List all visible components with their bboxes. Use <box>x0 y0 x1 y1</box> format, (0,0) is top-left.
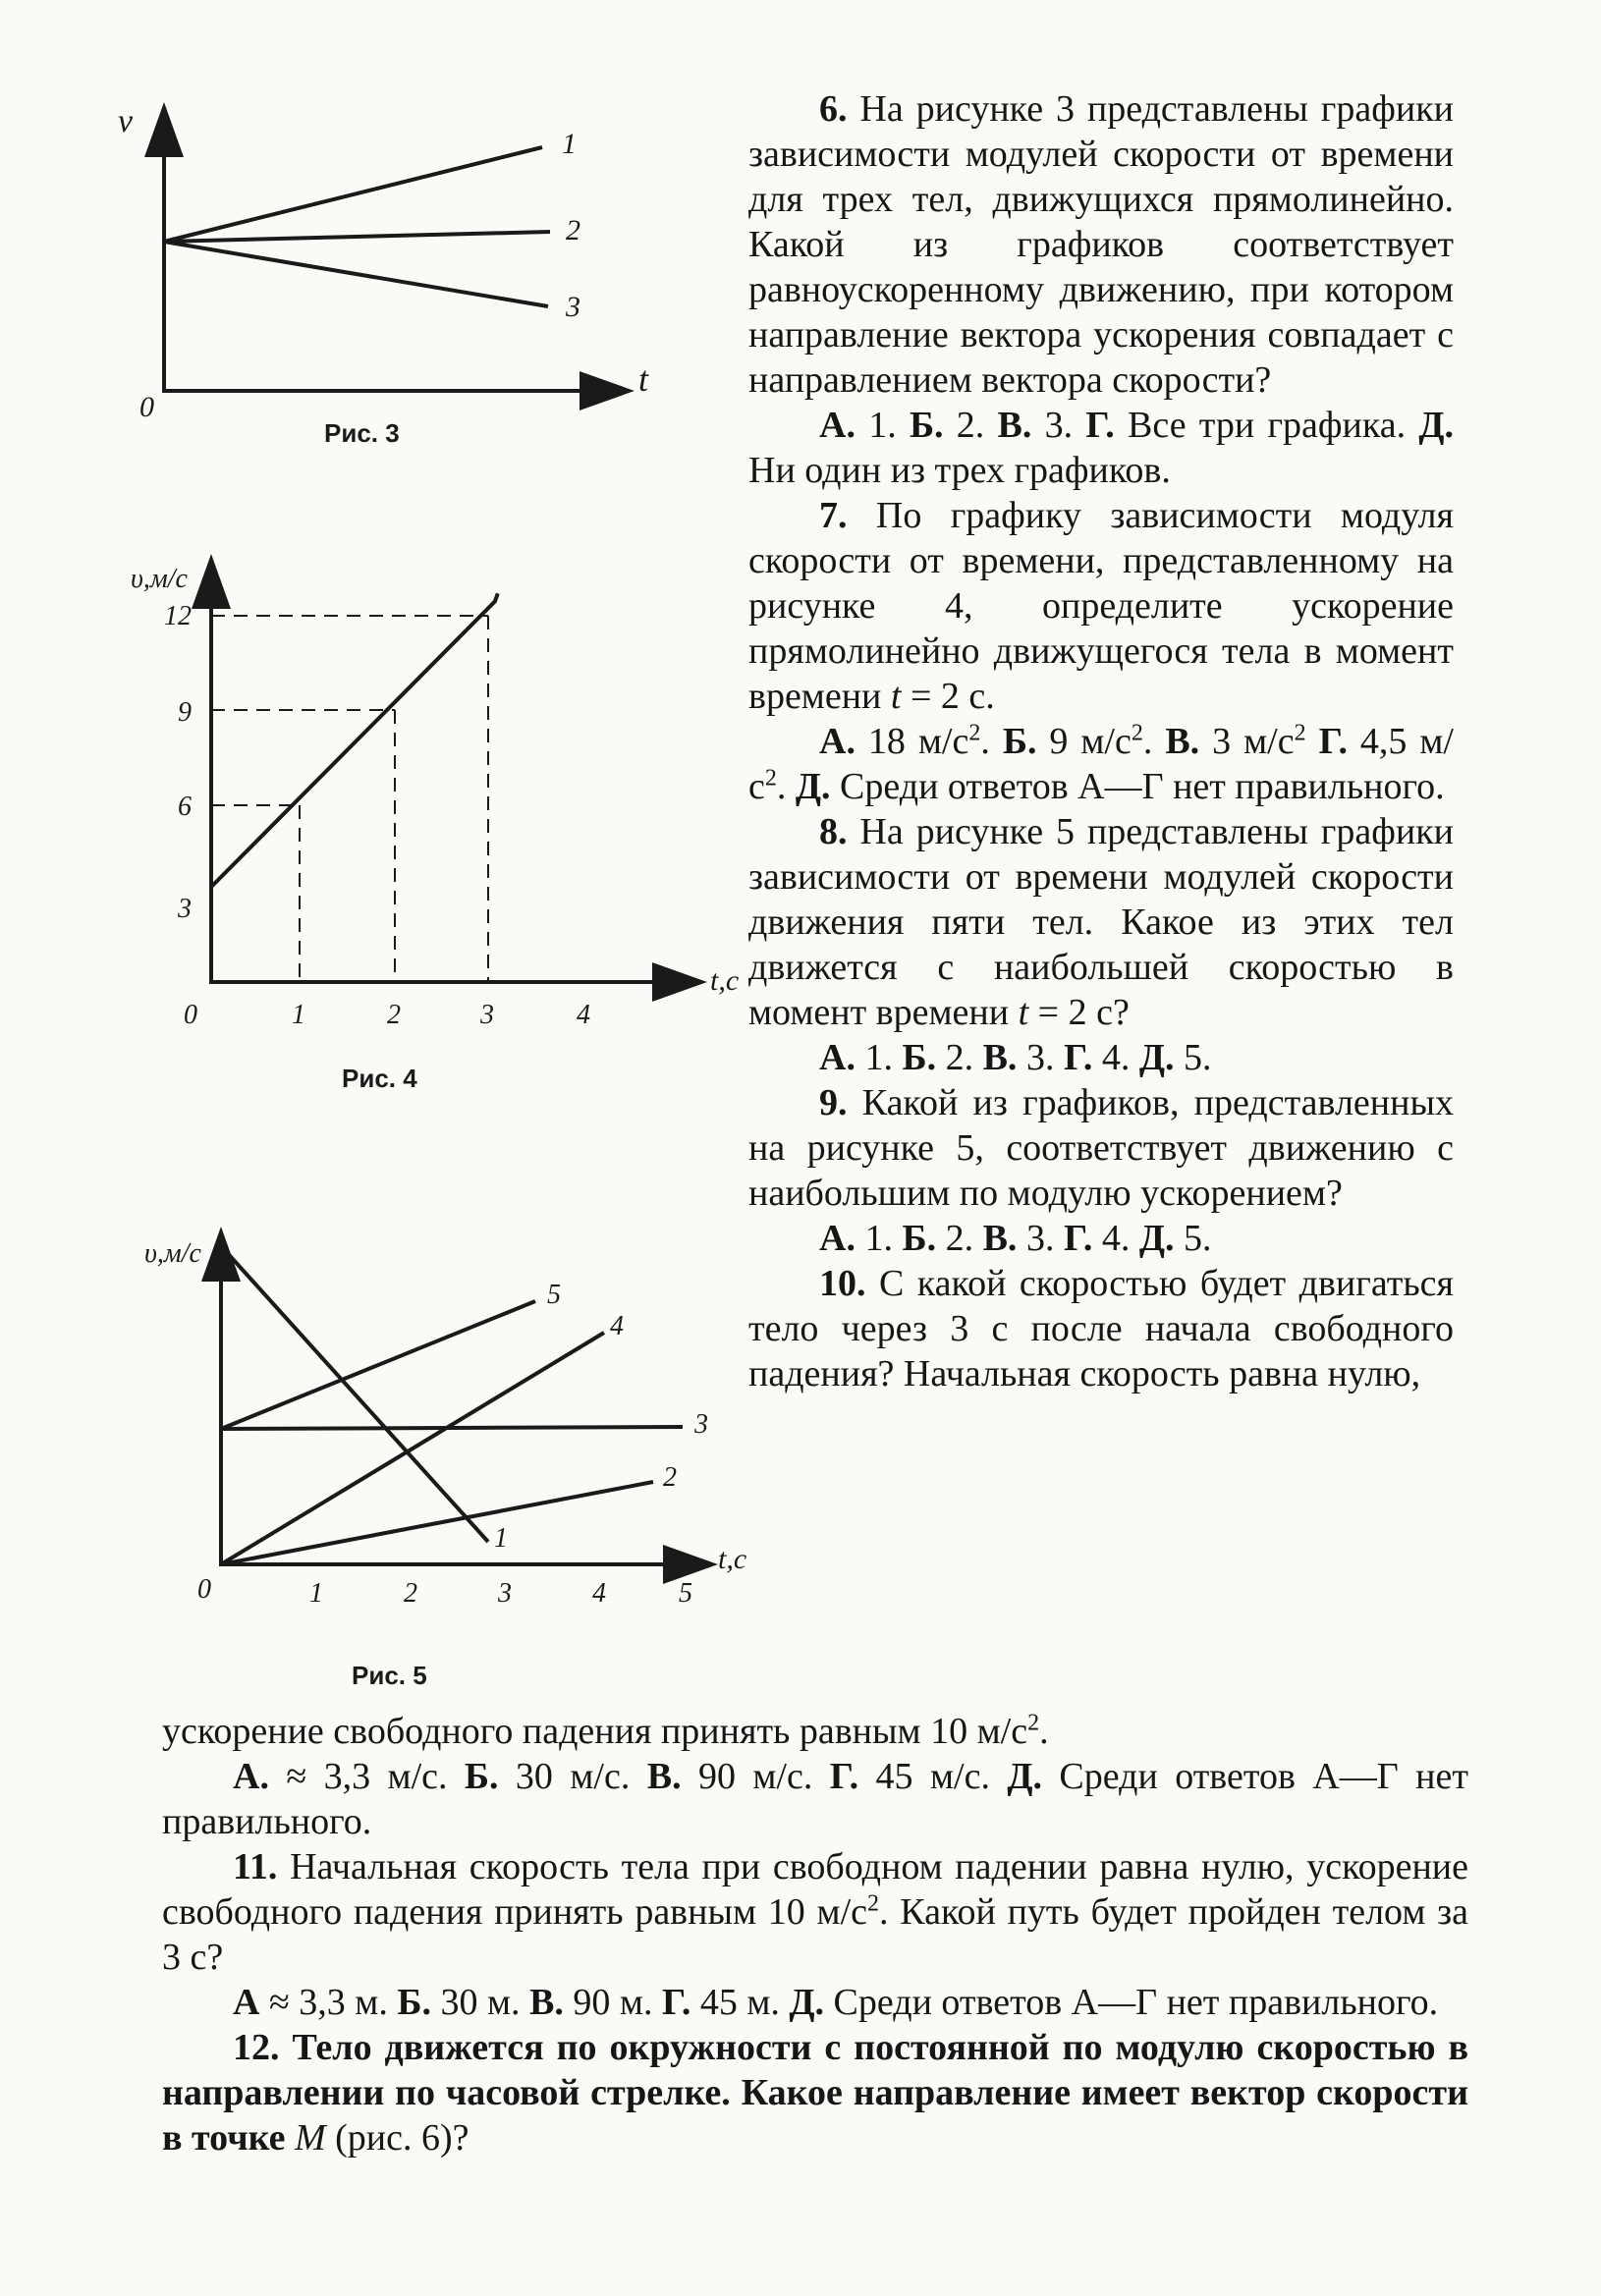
q7-answer-c-tail <box>1306 721 1319 762</box>
q6-answer-b-label: Б. <box>909 405 944 446</box>
fig5-line-label-1: 1 <box>494 1523 508 1554</box>
q6-answer-e: Ни один из трех графиков. <box>748 450 1171 491</box>
fig3-origin: 0 <box>139 391 154 423</box>
question-12-m-variable: M <box>294 2117 326 2159</box>
question-10-text: С какой скоростью будет двигаться тело через 3 с после начала свободного падения? Начальная скорость равна нулю, <box>748 1263 1454 1394</box>
q6-answer-d: Все три графика. <box>1114 405 1419 446</box>
q7-answer-b: 9 м/с <box>1036 721 1132 762</box>
question-11 <box>162 1844 1468 1980</box>
q9-answer-e-label: Д. <box>1138 1218 1175 1259</box>
q9-answer-a-label: А. <box>819 1218 856 1259</box>
question-8-text-end: = 2 с? <box>1028 992 1130 1033</box>
fig5-x-label: t,c <box>718 1543 747 1575</box>
q10-answer-c: 90 м/с. <box>681 1756 830 1797</box>
q7-answer-d-tail: . <box>776 766 796 807</box>
question-9-number: 9. <box>819 1082 848 1123</box>
question-9-text: Какой из графиков, представленных на рисунке 5, соответствует движению с наибольшим по модулю ускорением? <box>748 1082 1454 1214</box>
q8-answer-b-label: Б. <box>902 1037 937 1078</box>
q7-answer-c: 3 м/с <box>1199 721 1295 762</box>
question-6-text: На рисунке 3 представлены графики зависимости модулей скорости от времени для трех тел, движущихся прямолинейно. Какой из графиков соответствует равноускоренному движению, при котором направление вектора ускорения совпадает с направлением вектора скорости? <box>748 88 1454 401</box>
fig5-line-1 <box>223 1248 488 1542</box>
question-10-sup: 2 <box>1027 1710 1040 1736</box>
fig4-y-tick-9: 9 <box>178 697 192 728</box>
q10-answer-a: ≈ 3,3 м/с. <box>268 1756 465 1797</box>
fig4-gridlines <box>211 616 488 982</box>
q9-answer-b-label: Б. <box>902 1218 937 1259</box>
q8-answer-e-label: Д. <box>1138 1037 1175 1078</box>
question-7-answers <box>748 719 1454 809</box>
q9-answer-b: 2. <box>936 1218 983 1259</box>
q9-answer-d: 4. <box>1092 1218 1139 1259</box>
question-8 <box>748 809 1454 1035</box>
question-11-number: 11. <box>233 1846 278 1887</box>
q6-answer-a-label: А. <box>819 405 856 446</box>
q11-answer-a: ≈ 3,3 м. <box>259 1982 398 2023</box>
fig5-line-label-2: 2 <box>663 1462 677 1493</box>
q9-answer-e: 5. <box>1174 1218 1212 1259</box>
q7-answer-a-label: А. <box>819 721 856 762</box>
question-10-number: 10. <box>819 1263 866 1304</box>
q6-answer-c-label: В. <box>997 405 1032 446</box>
q9-answer-c: 3. <box>1017 1218 1064 1259</box>
full-width-text <box>162 1709 1468 2160</box>
question-12-number: 12. <box>233 2027 280 2068</box>
question-7-t-variable: t <box>890 676 902 717</box>
question-12-text-end: (рис. 6)? <box>325 2117 469 2159</box>
q11-answer-b-label: Б. <box>397 1982 431 2023</box>
fig3-line-label-2: 2 <box>566 214 580 246</box>
question-8-answers <box>748 1035 1454 1080</box>
question-10-text-cont: ускорение свободного падения принять равным 10 м/с <box>162 1711 1028 1752</box>
question-10-continued <box>162 1709 1468 1754</box>
q11-answer-b: 30 м. <box>430 1982 530 2023</box>
right-column <box>748 86 1454 1396</box>
figure-4 <box>131 550 751 1100</box>
question-11-sup: 2 <box>867 1890 880 1917</box>
fig4-velocity-line <box>211 593 498 887</box>
q8-answer-c-label: В. <box>982 1037 1018 1078</box>
q7-answer-d: 4,5 м/с <box>748 721 1454 807</box>
fig5-x-tick-3: 3 <box>498 1578 512 1609</box>
q7-answer-b-label: Б. <box>1002 721 1037 762</box>
fig3-y-label: v <box>118 103 134 139</box>
q10-answer-b: 30 м/с. <box>498 1756 647 1797</box>
question-9 <box>748 1080 1454 1216</box>
fig3-caption: Рис. 3 <box>324 418 400 448</box>
fig5-line-label-3: 3 <box>694 1409 708 1440</box>
fig4-x-tick-2: 2 <box>387 1000 401 1030</box>
fig5-x-tick-5: 5 <box>679 1578 692 1609</box>
q8-answer-c: 3. <box>1017 1037 1064 1078</box>
fig5-x-tick-2: 2 <box>404 1578 417 1609</box>
q8-answer-b: 2. <box>936 1037 983 1078</box>
fig5-line-3 <box>221 1427 683 1429</box>
q9-answer-a: 1. <box>855 1218 903 1259</box>
q11-answer-a-label: А <box>233 1982 260 2023</box>
question-6 <box>748 86 1454 403</box>
fig3-line-2 <box>164 232 550 242</box>
q8-answer-e: 5. <box>1174 1037 1212 1078</box>
q11-answer-c: 90 м. <box>563 1982 662 2023</box>
q8-answer-d: 4. <box>1092 1037 1139 1078</box>
question-11-text: Начальная скорость тела при свободном падении равна нулю, ускорение свободного падения принять равным 10 м/с <box>162 1846 1469 1933</box>
q8-answer-d-label: Г. <box>1063 1037 1093 1078</box>
fig5-x-tick-1: 1 <box>309 1578 323 1609</box>
fig5-y-label: υ,м/с <box>144 1238 201 1269</box>
q11-answer-e-label: Д. <box>789 1982 825 2023</box>
fig3-line-label-1: 1 <box>562 128 577 160</box>
q7-answer-b-sup: 2 <box>1131 720 1143 746</box>
fig4-y-label: υ,м/с <box>131 564 188 594</box>
q9-answer-c-label: В. <box>982 1218 1018 1259</box>
question-11-text-end: . Какой путь будет пройден телом за 3 с? <box>162 1891 1468 1978</box>
fig3-line-1 <box>164 147 542 242</box>
question-8-text: На рисунке 5 представлены графики зависимости от времени модулей скорости движения пяти тел. Какое из этих тел движется с наибольшей скоростью в момент времени <box>748 811 1454 1033</box>
question-6-answers <box>748 403 1454 493</box>
fig3-x-label: t <box>638 359 649 399</box>
q6-answer-c: 3. <box>1031 405 1086 446</box>
q10-answer-d: 45 м/с. <box>858 1756 1008 1797</box>
q7-answer-e: Среди ответов А—Г нет правильного. <box>830 766 1445 807</box>
figure-3 <box>118 98 668 471</box>
question-7-text-end: = 2 с. <box>901 676 995 717</box>
q6-answer-a: 1. <box>855 405 910 446</box>
question-11-answers <box>162 1980 1468 2025</box>
q10-answer-d-label: Г. <box>829 1756 859 1797</box>
question-8-t-variable: t <box>1018 992 1029 1033</box>
q11-answer-d-label: Г. <box>661 1982 691 2023</box>
q6-answer-d-label: Г. <box>1085 405 1115 446</box>
q10-answer-e-label: Д. <box>1007 1756 1042 1797</box>
fig3-line-3 <box>164 242 548 306</box>
q7-answer-a: 18 м/с <box>855 721 969 762</box>
q10-answer-b-label: Б. <box>464 1756 499 1797</box>
question-6-number: 6. <box>819 88 848 130</box>
fig5-line-label-5: 5 <box>547 1280 561 1310</box>
question-10-text-end: . <box>1039 1711 1049 1752</box>
q11-answer-d: 45 м. <box>690 1982 790 2023</box>
fig4-x-label: t,c <box>710 964 740 997</box>
q10-answer-c-label: В. <box>646 1756 682 1797</box>
question-9-answers <box>748 1216 1454 1261</box>
q7-answer-c-label: В. <box>1165 721 1200 762</box>
q10-answer-a-label: А. <box>233 1756 269 1797</box>
q7-answer-d-label: Г. <box>1318 721 1348 762</box>
fig5-line-5 <box>221 1301 535 1429</box>
fig5-caption: Рис. 5 <box>352 1661 427 1690</box>
q11-answer-e: Среди ответов А—Г нет правильного. <box>824 1982 1439 2023</box>
question-8-number: 8. <box>819 811 848 852</box>
question-7-text: По графику зависимости модуля скорости от времени, представленному на рисунке 4, определите ускорение прямолинейно движущегося тела в момент времени <box>748 495 1454 717</box>
q7-answer-a-sup: 2 <box>968 720 981 746</box>
fig4-y-tick-6: 6 <box>178 792 192 822</box>
fig4-x-tick-3: 3 <box>480 1000 494 1030</box>
fig3-line-label-3: 3 <box>566 291 580 323</box>
question-7-number: 7. <box>819 495 848 536</box>
question-10 <box>748 1261 1454 1396</box>
q10-answer-e: Среди ответов А—Г нет правильного. <box>162 1756 1468 1842</box>
q7-answer-d-sup: 2 <box>764 765 777 792</box>
question-7 <box>748 493 1454 719</box>
q9-answer-d-label: Г. <box>1063 1218 1093 1259</box>
figure-5 <box>142 1223 751 1704</box>
q8-answer-a: 1. <box>855 1037 903 1078</box>
q6-answer-e-label: Д. <box>1418 405 1455 446</box>
fig5-origin: 0 <box>197 1574 211 1605</box>
q7-answer-c-sup: 2 <box>1294 720 1306 746</box>
q7-answer-a-tail: . <box>980 721 1003 762</box>
fig4-origin: 0 <box>184 1000 197 1030</box>
q8-answer-a-label: А. <box>819 1037 856 1078</box>
question-12-text: Тело движется по окружности с постоянной по модулю скоростью в направлении по часовой стрелке. Какое направление имеет вектор скорости в точке <box>162 2027 1469 2159</box>
fig4-y-tick-3: 3 <box>178 894 192 924</box>
question-10-answers <box>162 1754 1468 1844</box>
fig4-x-tick-4: 4 <box>577 1000 590 1030</box>
q11-answer-c-label: В. <box>529 1982 564 2023</box>
q6-answer-b: 2. <box>943 405 998 446</box>
fig4-y-tick-12: 12 <box>164 601 192 631</box>
fig5-line-label-4: 4 <box>610 1311 624 1341</box>
fig4-x-tick-1: 1 <box>292 1000 305 1030</box>
fig4-caption: Рис. 4 <box>342 1064 417 1093</box>
fig5-x-tick-4: 4 <box>592 1578 606 1609</box>
question-12 <box>162 2025 1468 2160</box>
q7-answer-e-label: Д. <box>795 766 831 807</box>
q7-answer-b-tail: . <box>1142 721 1166 762</box>
